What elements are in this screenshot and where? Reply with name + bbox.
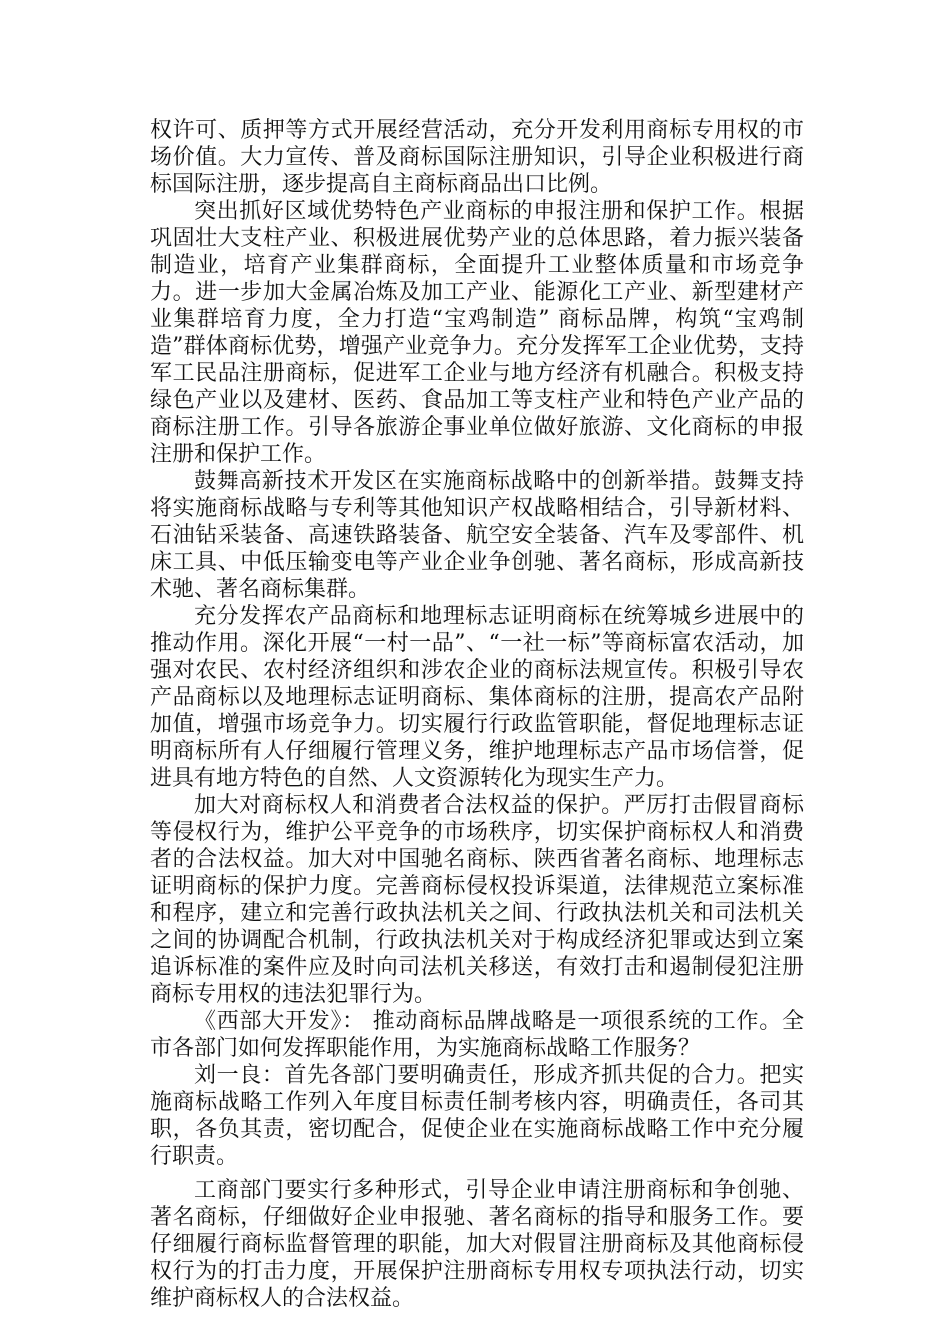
paragraph-7: 刘一良：首先各部门要明确责任，形成齐抓共促的合力。把实施商标战略工作列入年度目标责任制考核内容，明确责任，各司其职，各负其责，密切配合，促使企业在实施商标战略工作中充分履行职责。 <box>150 1063 804 1169</box>
paragraph-5: 加大对商标权人和消费者合法权益的保护。严厉打击假冒商标等侵权行为，维护公平竞争的市场秩序，切实保护商标权人和消费者的合法权益。加大对中国驰名商标、陕西省著名商标、地理标志证明商标的保护力度。完善商标侵权投诉渠道，法律规范立案标准和程序，建立和完善行政执法机关之间、行政执法机关和司法机关之间的协调配合机制，行政执法机关对于构成经济犯罪或达到立案追诉标准的案件应及时向司法机关移送，有效打击和遏制侵犯注册商标专用权的违法犯罪行为。 <box>150 793 804 1007</box>
document-body <box>150 117 804 1312</box>
paragraph-4: 充分发挥农产品商标和地理标志证明商标在统筹城乡进展中的推动作用。深化开展“一村一品”、“一社一标”等商标富农活动，加强对农民、农村经济组织和涉农企业的商标法规宣传。积极引导农产品商标以及地理标志证明商标、集体商标的注册，提高农产品附加值，增强市场竞争力。切实履行行政监管职能，督促地理标志证明商标所有人仔细履行管理义务，维护地理标志产品市场信誉，促进具有地方特色的自然、人文资源转化为现实生产力。 <box>150 604 804 791</box>
paragraph-8: 工商部门要实行多种形式，引导企业申请注册商标和争创驰、著名商标，仔细做好企业申报驰、著名商标的指导和服务工作。要仔细履行商标监督管理的职能，加大对假冒注册商标及其他商标侵权行为的打击力度，开展保护注册商标专用权专项执法行动，切实维护商标权人的合法权益。 <box>150 1178 804 1311</box>
paragraph-1: 权许可、质押等方式开展经营活动，充分开发利用商标专用权的市场价值。大力宣传、普及商标国际注册知识，引导企业积极进行商标国际注册，逐步提高自主商标商品出口比例。 <box>150 118 804 197</box>
paragraph-2: 突出抓好区域优势特色产业商标的申报注册和保护工作。根据巩固壮大支柱产业、积极进展优势产业的总体思路，着力振兴装备制造业，培育产业集群商标，全面提升工业整体质量和市场竞争力。进一步加大金属冶炼及加工产业、能源化工产业、新型建材产业集群培育力度，全力打造“宝鸡制造” 商标品牌，构筑“宝鸡制造”群体商标优势，增强产业竞争力。充分发挥军工企业优势，支持军工民品注册商标，促进军工企业与地方经济有机融合。积极支持绿色产业以及建材、医药、食品加工等支柱产业和特色产业产品的商标注册工作。引导各旅游企事业单位做好旅游、文化商标的申报注册和保护工作。 <box>150 199 804 467</box>
paragraph-6: 《西部大开发》： 推动商标品牌战略是一项很系统的工作。全市各部门如何发挥职能作用，为实施商标战略工作服务？ <box>150 1009 804 1061</box>
paragraph-3: 鼓舞高新技术开发区在实施商标战略中的创新举措。鼓舞支持将实施商标战略与专利等其他知识产权战略相结合，引导新材料、石油钻采装备、高速铁路装备、航空安全装备、汽车及零部件、机床工具、中低压输变电等产业企业争创驰、著名商标，形成高新技术驰、著名商标集群。 <box>150 469 804 602</box>
